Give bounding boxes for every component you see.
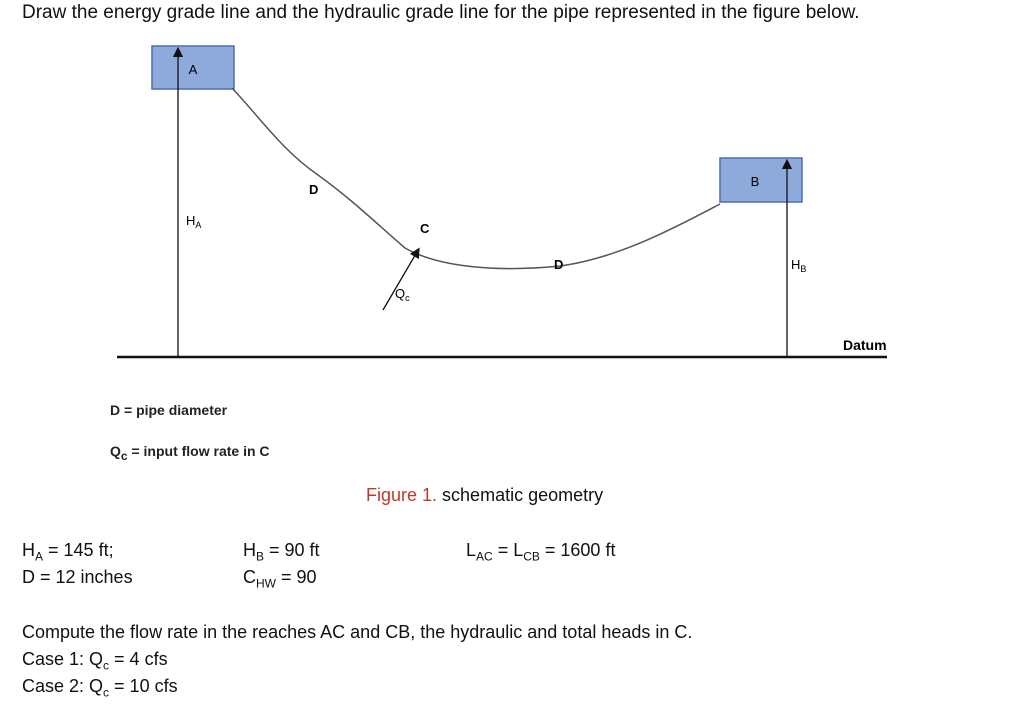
reservoir-a-label: A — [188, 62, 198, 77]
reservoir-b-label: B — [750, 174, 760, 189]
given-ha: $H_A = 145$ ft; — [22, 540, 114, 564]
definition-inflow: $Q_c$ = input flow rate in C — [110, 443, 270, 463]
given-diameter: D = 12 inches — [22, 567, 133, 587]
pipe-label-ac: D — [309, 182, 319, 197]
problem-title: Draw the energy grade line and the hydraulic grade line for the pipe represented in the figure below. — [22, 2, 860, 23]
task-case-1: Case 1: $Q_c = 4$ cfs — [22, 649, 168, 673]
task-prompt: Compute the flow rate in the reaches AC and CB, the hydraulic and total heads in C. — [22, 622, 693, 642]
pipe — [232, 88, 720, 269]
definition-diameter: D = pipe diameter — [110, 402, 228, 418]
head-b-label: $H_B$ — [791, 257, 807, 274]
given-chw: $C_{HW} = 90$ — [243, 567, 317, 591]
pipe-label-cb: D — [554, 257, 564, 272]
inflow-label: $Q_c$ — [395, 286, 410, 303]
datum-label: Datum — [843, 337, 887, 353]
junction-c-label: C — [420, 221, 430, 236]
figure-caption: Figure 1. schematic geometry — [366, 485, 604, 505]
head-a-label: $H_A$ — [186, 213, 202, 230]
reservoir-b — [720, 158, 802, 202]
given-lengths: $L_{AC} = L_{CB} = 1600$ ft — [466, 540, 616, 564]
inflow-arrow — [383, 252, 417, 310]
task-case-2: Case 2: $Q_c = 10$ cfs — [22, 676, 178, 700]
figure-number: Figure 1. — [366, 485, 438, 505]
given-hb: $H_B = 90$ ft — [243, 540, 320, 564]
